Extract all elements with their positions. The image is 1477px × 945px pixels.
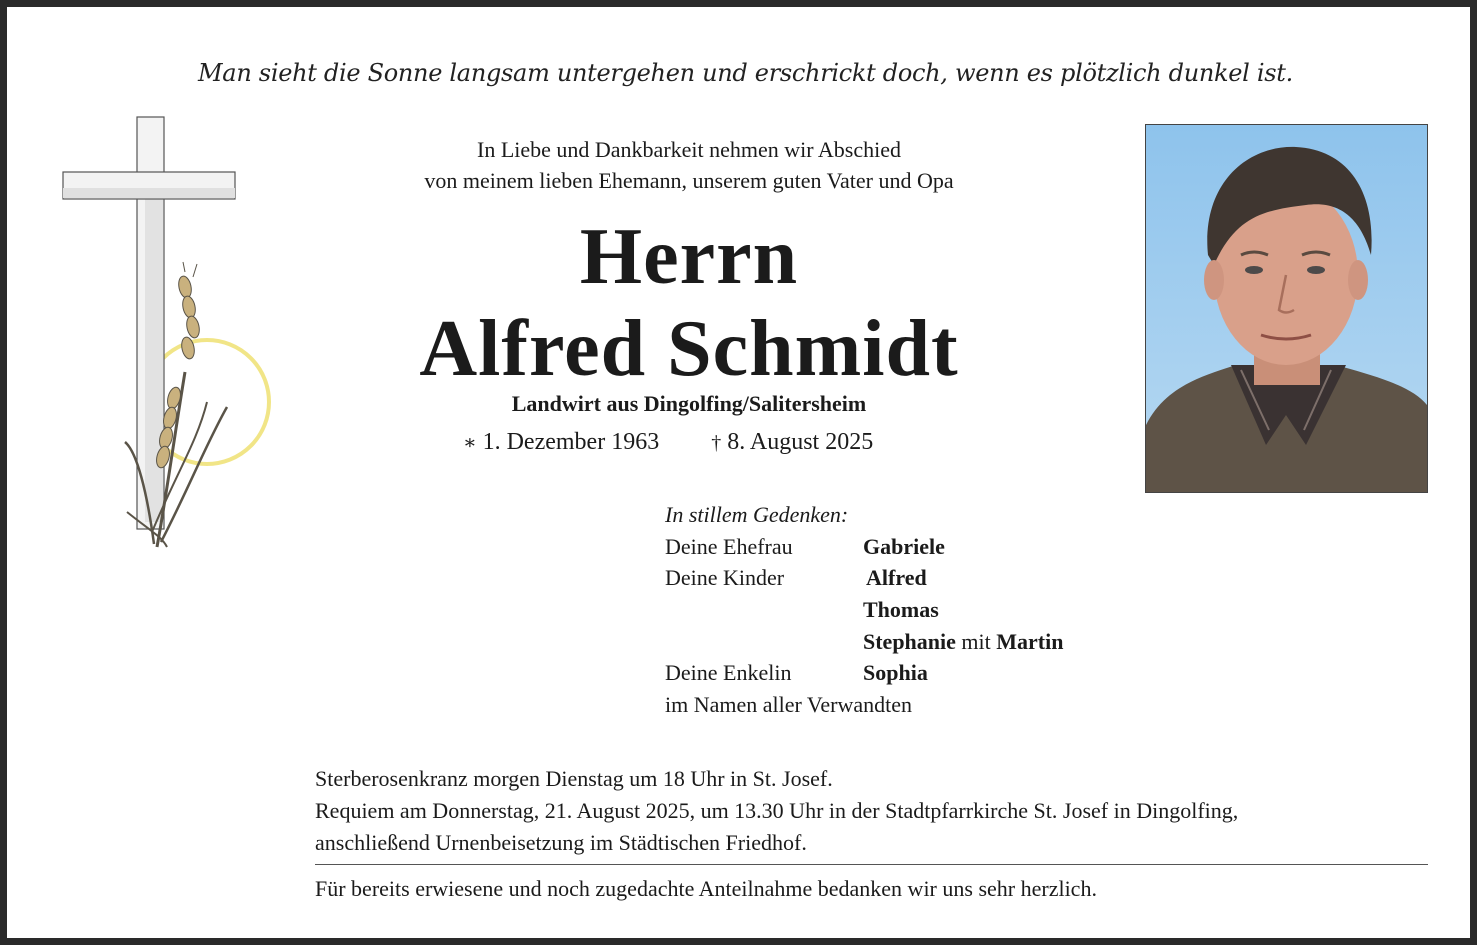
death-date	[711, 429, 873, 455]
intro-line-2: von meinem lieben Ehemann, unserem guten Vater und Opa	[424, 168, 954, 193]
service-line-1: Sterberosenkranz morgen Dienstag um 18 Uhr in St. Josef.	[315, 766, 833, 791]
divider-line	[315, 864, 1428, 865]
service-line-2: Requiem am Donnerstag, 21. August 2025, um 13.30 Uhr in der Stadtpfarrkirche St. Josef in Dingolfing,	[315, 798, 1239, 823]
thanks-note: Für bereits erwiesene und noch zugedachte Anteilnahme bedanken wir uns sehr herzlich.	[315, 876, 1097, 901]
spouse-label: Deine Ehefrau	[665, 533, 793, 559]
portrait-photo	[1145, 124, 1428, 493]
birth-date-text: 1. Dezember 1963	[482, 429, 660, 455]
spouse-name: Gabriele	[863, 533, 945, 559]
service-line-3: anschließend Urnenbeisetzung im Städtischen Friedhof.	[315, 830, 807, 855]
intro-line-1: In Liebe und Dankbarkeit nehmen wir Abschied	[477, 137, 901, 162]
salutation: Herrn	[579, 213, 799, 301]
partner-connector: mit	[961, 628, 991, 654]
partner-name: Martin	[996, 628, 1064, 654]
child-name: Thomas	[863, 597, 939, 623]
cross-with-wheat-icon	[57, 112, 277, 557]
birth-symbol: ∗	[463, 432, 477, 454]
memorial-heading: In stillem Gedenken:	[665, 502, 849, 527]
death-date-text: 8. August 2025	[727, 429, 874, 455]
death-symbol: †	[711, 432, 722, 454]
children-label: Deine Kinder	[665, 565, 785, 591]
life-dates	[463, 427, 873, 458]
grandchild-name: Sophia	[863, 660, 928, 686]
portrait-image	[1146, 125, 1427, 492]
service-info	[315, 763, 1238, 859]
child-name: Alfred	[866, 565, 927, 591]
occupation: Landwirt aus Dingolfing/Salitersheim	[511, 391, 867, 416]
motto-quote: Man sieht die Sonne langsam untergehen und erschrickt doch, wenn es plötzlich dunkel ist.	[198, 59, 1293, 87]
child-with-partner	[863, 626, 1063, 658]
birth-date	[463, 429, 659, 455]
child-name: Stephanie	[863, 628, 956, 654]
memorial-closing: im Namen aller Verwandten	[665, 692, 913, 718]
deceased-name: Alfred Schmidt	[419, 305, 959, 393]
grandchild-label: Deine Enkelin	[665, 660, 792, 686]
